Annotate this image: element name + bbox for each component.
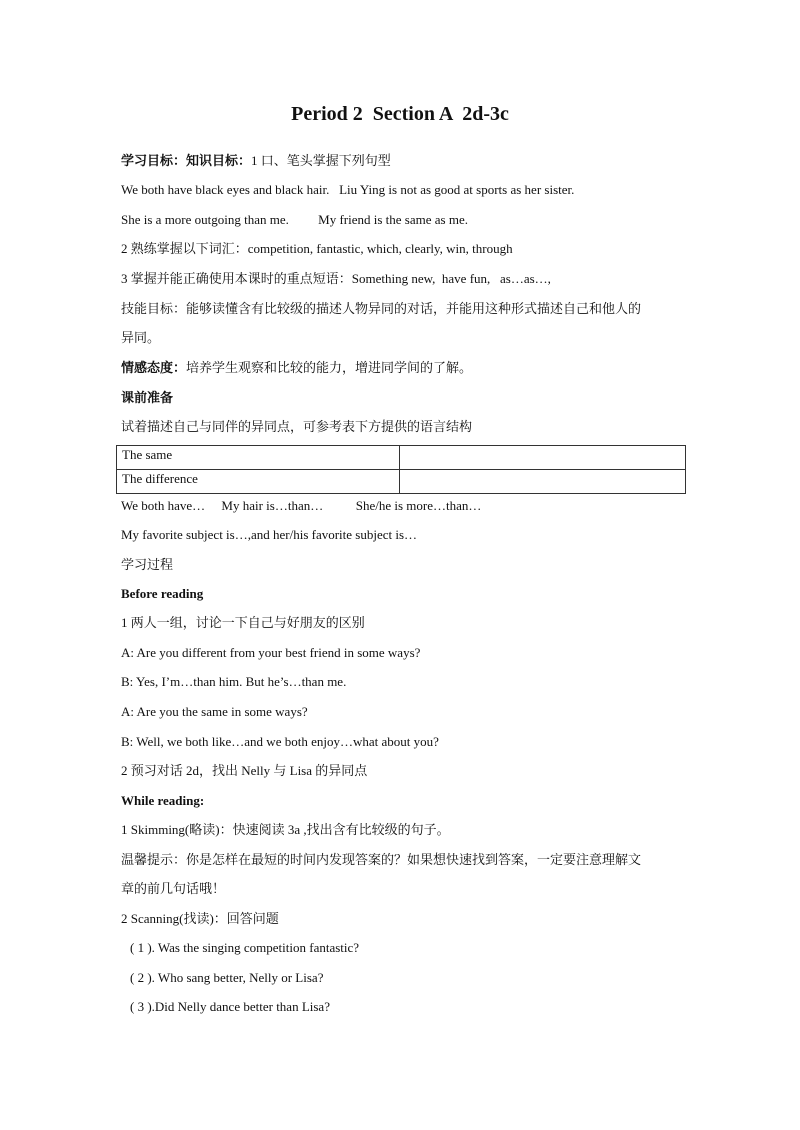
while-task-2: 2 Scanning(找读)：回答问题 — [121, 911, 279, 926]
dialogue-line: A: Are you the same in some ways? — [121, 704, 308, 719]
skill-objective-line-2: 异同。 — [121, 330, 161, 345]
table-cell-difference-label: The difference — [117, 470, 400, 494]
question-item: ( 3 ).Did Nelly dance better than Lisa? — [130, 999, 330, 1014]
preparation-instruction: 试着描述自己与同伴的异同点，可参考表下方提供的语言结构 — [121, 419, 473, 434]
table-cell-same-value[interactable] — [400, 446, 686, 470]
while-task-1: 1 Skimming(略读)：快速阅读 3a ,找出含有比较级的句子。 — [121, 822, 450, 837]
objectives-item-1: 1 口、笔头掌握下列句型 — [251, 153, 391, 168]
objectives-item-3: 3 掌握并能正确使用本课时的重点短语：Something new, have fun, as…as…, — [121, 271, 551, 286]
dialogue-line: B: Yes, I’m…than him. But he’s…than me. — [121, 674, 347, 689]
table-cell-same-label: The same — [117, 446, 400, 470]
attitude-label: 情感态度： — [121, 360, 187, 375]
tip-line-1: 温馨提示：你是怎样在最短的时间内发现答案的？如果想快速找到答案，一定要注意理解文 — [121, 852, 642, 867]
attitude-line — [121, 359, 472, 377]
objectives-item-2: 2 熟练掌握以下词汇：competition, fantastic, which, clearly, win, through — [121, 241, 513, 256]
table-row — [117, 446, 686, 470]
objectives-label: 学习目标：知识目标： — [121, 153, 252, 168]
question-item: ( 1 ). Was the singing competition fantastic? — [130, 940, 360, 955]
page-title: Period 2 Section A 2d-3c — [291, 103, 509, 125]
before-reading-heading: Before reading — [121, 586, 204, 601]
structures-line-2: My favorite subject is…,and her/his favorite subject is… — [121, 527, 418, 542]
question-item: ( 2 ). Who sang better, Nelly or Lisa? — [130, 970, 324, 985]
objectives-line — [121, 152, 391, 170]
tip-line-2: 章的前几句话哦！ — [121, 881, 226, 896]
while-reading-heading: While reading: — [121, 793, 205, 808]
attitude-text: 培养学生观察和比较的能力，增进同学间的了解。 — [186, 360, 473, 375]
dialogue-line: B: Well, we both like…and we both enjoy…what about you? — [121, 734, 439, 749]
before-task-1: 1 两人一组，讨论一下自己与好朋友的区别 — [121, 615, 365, 630]
comparison-table — [116, 445, 686, 494]
preparation-heading: 课前准备 — [121, 390, 174, 405]
before-task-2: 2 预习对话 2d，找出 Nelly 与 Lisa 的异同点 — [121, 763, 368, 778]
skill-objective-line-1: 技能目标：能够读懂含有比较级的描述人物异同的对话，并能用这种形式描述自己和他人的 — [121, 301, 642, 316]
structures-line-1: We both have… My hair is…than… She/he is more…than… — [121, 498, 482, 513]
table-cell-difference-value[interactable] — [400, 470, 686, 494]
table-row — [117, 470, 686, 494]
sentence-line-1: We both have black eyes and black hair. Liu Ying is not as good at sports as her sister. — [121, 182, 575, 197]
process-heading: 学习过程 — [121, 557, 174, 572]
dialogue-line: A: Are you different from your best friend in some ways? — [121, 645, 421, 660]
sentence-line-2: She is a more outgoing than me. My friend is the same as me. — [121, 212, 468, 227]
